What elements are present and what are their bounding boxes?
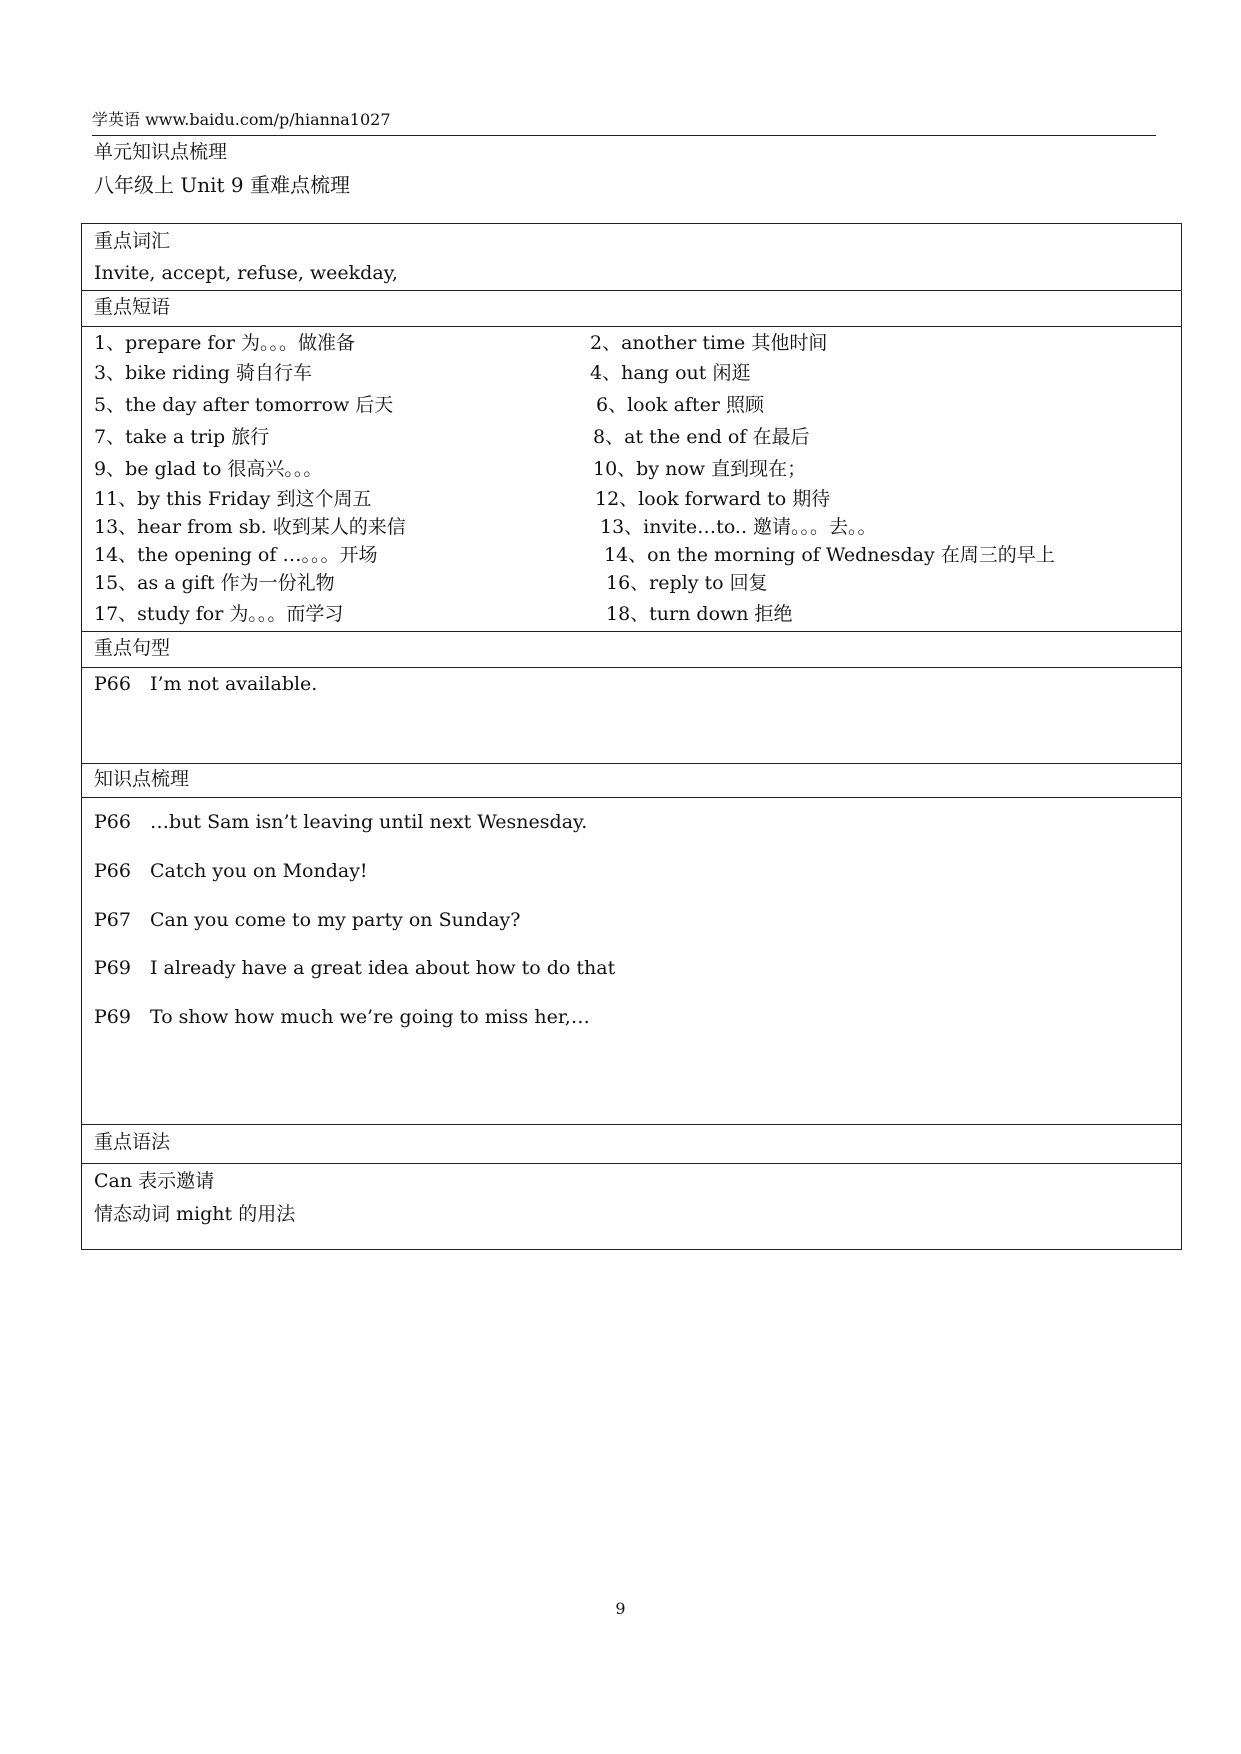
page-ref: P66 xyxy=(94,673,131,695)
doc-subtitle: 八年级上 Unit 9 重难点梳理 xyxy=(94,173,350,197)
phrase-item: 5、the day after tomorrow 后天 xyxy=(94,394,394,416)
vocab-section xyxy=(82,224,1181,290)
page-ref: P69 xyxy=(94,957,131,979)
phrase-item: 13、hear from sb. 收到某人的来信 xyxy=(94,516,406,538)
phrase-item: 17、study for 为。。。而学习 xyxy=(94,603,344,625)
grammar-heading-row xyxy=(82,1124,1181,1163)
page-ref: P66 xyxy=(94,811,131,833)
phrase-item: 12、look forward to 期待 xyxy=(595,488,831,510)
sentences-heading: 重点句型 xyxy=(94,637,171,659)
phrase-item: 8、at the end of 在最后 xyxy=(593,426,810,448)
phrase-item: 11、by this Friday 到这个周五 xyxy=(94,488,372,510)
phrase-item: 7、take a trip 旅行 xyxy=(94,426,270,448)
phrase-item: 18、turn down 拒绝 xyxy=(606,603,793,625)
knowledge-text: …but Sam isn’t leaving until next Wesnesday. xyxy=(150,811,588,833)
knowledge-heading-row xyxy=(82,763,1181,797)
sentences-heading-row xyxy=(82,631,1181,667)
header-text: 学英语 www.baidu.com/p/hianna1027 xyxy=(92,110,391,129)
knowledge-item xyxy=(94,907,520,933)
phrase-item: 2、another time 其他时间 xyxy=(590,332,828,354)
knowledge-heading: 知识点梳理 xyxy=(94,768,190,790)
knowledge-item xyxy=(94,1004,590,1030)
knowledge-list xyxy=(82,797,1181,1124)
phrase-item: 14、the opening of …。。。开场 xyxy=(94,544,378,566)
phrase-item: 1、prepare for 为。。。做准备 xyxy=(94,332,356,354)
phrase-item: 15、as a gift 作为一份礼物 xyxy=(94,572,335,594)
page-ref: P67 xyxy=(94,909,131,931)
phrase-item: 14、on the morning of Wednesday 在周三的早上 xyxy=(604,544,1055,566)
knowledge-text: I already have a great idea about how to do that xyxy=(150,957,616,979)
vocab-content: Invite, accept, refuse, weekday, xyxy=(94,262,398,284)
page-ref: P69 xyxy=(94,1006,131,1028)
knowledge-item xyxy=(94,955,615,981)
vocab-heading: 重点词汇 xyxy=(94,230,171,252)
phrase-item: 4、hang out 闲逛 xyxy=(590,362,751,384)
page-header xyxy=(92,104,1156,136)
grammar-list xyxy=(82,1163,1181,1248)
grammar-item: Can 表示邀请 xyxy=(94,1170,215,1192)
page-ref: P66 xyxy=(94,860,131,882)
sentences-list xyxy=(82,667,1181,763)
phrases-heading: 重点短语 xyxy=(94,296,171,318)
sentence-item xyxy=(94,671,317,697)
knowledge-text: Can you come to my party on Sunday? xyxy=(150,909,521,931)
phrase-item: 6、look after 照顾 xyxy=(596,394,764,416)
knowledge-item xyxy=(94,809,587,835)
phrase-item: 10、by now 直到现在； xyxy=(593,458,807,480)
content-table xyxy=(81,223,1182,1250)
knowledge-item xyxy=(94,858,368,884)
doc-title: 单元知识点梳理 xyxy=(94,141,228,163)
phrase-item: 13、invite…to.. 邀请。。。去。。 xyxy=(600,516,877,538)
phrase-item: 16、reply to 回复 xyxy=(606,572,768,594)
phrases-list xyxy=(82,326,1181,631)
sentence-text: I’m not available. xyxy=(150,673,318,695)
grammar-heading: 重点语法 xyxy=(94,1131,171,1153)
phrases-heading-row xyxy=(82,290,1181,326)
knowledge-text: Catch you on Monday! xyxy=(150,860,368,882)
phrase-item: 3、bike riding 骑自行车 xyxy=(94,362,312,384)
knowledge-text: To show how much we’re going to miss her,… xyxy=(150,1006,590,1028)
grammar-item: 情态动词 might 的用法 xyxy=(94,1203,296,1225)
page-number: 9 xyxy=(615,1599,626,1618)
phrase-item: 9、be glad to 很高兴。。。 xyxy=(94,458,323,480)
